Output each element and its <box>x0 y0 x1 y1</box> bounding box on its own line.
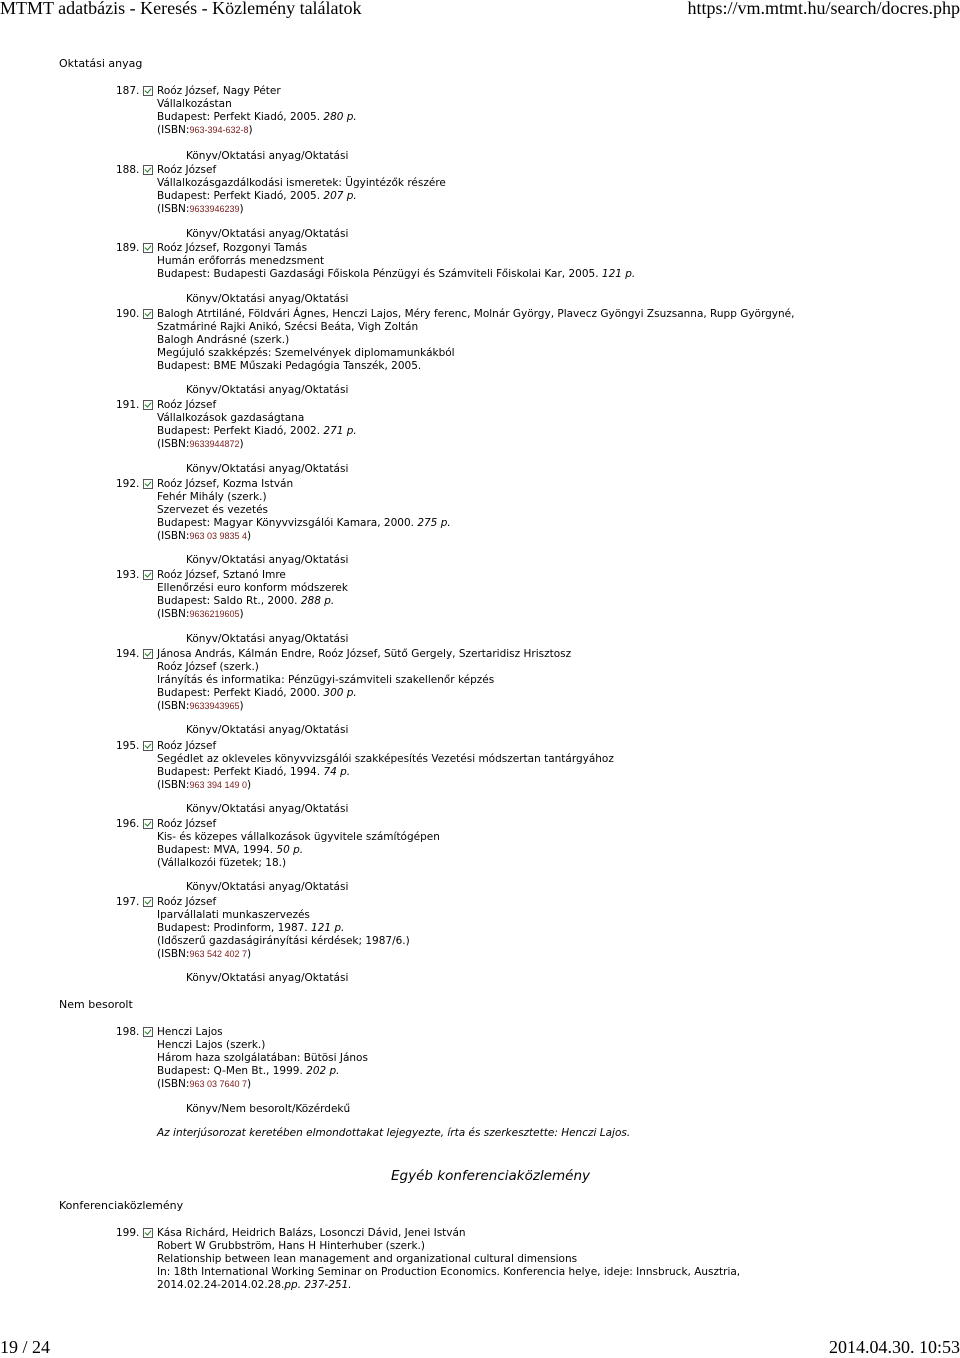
entry-publisher: Budapest: Perfekt Kiadó, 2005. <box>157 189 321 202</box>
entry-number: 192. <box>116 478 140 490</box>
entry-publisher: Budapest: BME Műszaki Pedagógia Tanszék, 2005. <box>157 359 422 372</box>
browser-page-url[interactable]: https://vm.mtmt.hu/search/docres.php <box>687 0 960 18</box>
entry-number: 190. <box>116 308 140 320</box>
entry-authors: Kása Richárd, Heidrich Balázs, Losonczi Dávid, Jenei István <box>157 1227 466 1239</box>
entry-pages: 74 p. <box>323 765 351 778</box>
entry-authors: Roóz József <box>157 740 217 752</box>
entry-authors: Roóz József <box>157 399 217 411</box>
entry-category: Könyv/Oktatási anyag/Oktatási <box>186 724 349 736</box>
entry-pages: 280 p. <box>323 110 357 123</box>
entry-title: Segédlet az okleveles könyvvizsgálói szakképesítés Vezetési módszertan tantárgyához <box>157 752 614 765</box>
checkbox[interactable] <box>143 897 153 907</box>
isbn-link[interactable]: 963-394-632-8 <box>189 124 249 135</box>
entry-publisher: Budapest: Perfekt Kiadó, 2000. <box>157 686 321 699</box>
entry-authors: Roóz József <box>157 896 217 908</box>
section-label-konferencia: Konferenciaközlemény <box>59 1199 184 1212</box>
checkbox[interactable] <box>143 819 153 829</box>
entry-category: Könyv/Oktatási anyag/Oktatási <box>186 803 349 815</box>
entry-number: 196. <box>116 818 140 830</box>
entry-publisher: Budapest: Perfekt Kiadó, 2002. <box>157 424 321 437</box>
entry-number: 191. <box>116 399 140 411</box>
checkbox[interactable] <box>143 741 153 751</box>
entry-publisher: Budapest: Prodinform, 1987. <box>157 921 308 934</box>
entry-pages: 121 p. <box>601 267 636 280</box>
isbn-link[interactable]: 9633946239 <box>189 203 240 214</box>
isbn-link[interactable]: 963 394 149 0 <box>189 779 248 790</box>
entry-title: Vállalkozástan <box>157 97 232 110</box>
entry-authors: Balogh Atrtiláné, Földvári Ágnes, Henczi Lajos, Méry ferenc, Molnár György, Plavecz Gyöngyi Zsuzsanna, Rupp Györgyné, <box>157 308 795 320</box>
entry-title: Szervezet és vezetés <box>157 503 269 516</box>
checkbox[interactable] <box>143 165 153 175</box>
entry-editor: Henczi Lajos (szerk.) <box>157 1038 266 1051</box>
isbn-link[interactable]: 963 03 7640 7 <box>189 1078 248 1089</box>
entry-pages: 275 p. <box>417 516 451 529</box>
entry-number: 199. <box>116 1227 140 1239</box>
entry-title: Ellenőrzési euro konform módszerek <box>157 581 348 594</box>
entry-number: 194. <box>116 648 140 660</box>
page-counter: 19 / 24 <box>0 1337 51 1357</box>
isbn-link[interactable]: 963 03 9835 4 <box>189 530 248 541</box>
checkbox[interactable] <box>143 479 153 489</box>
entry-category: Könyv/Nem besorolt/Közérdekű <box>186 1103 351 1115</box>
entry-title: Kis- és közepes vállalkozások ügyvitele számítógépen <box>157 830 440 843</box>
entry-category: Könyv/Oktatási anyag/Oktatási <box>186 554 349 566</box>
entry-authors: Henczi Lajos <box>157 1026 223 1038</box>
entry-pages: 207 p. <box>323 189 357 202</box>
entry-pages: 300 p. <box>323 686 357 699</box>
entry-authors: Roóz József, Rozgonyi Tamás <box>157 242 308 254</box>
print-datetime: 2014.04.30. 10:53 <box>828 1337 960 1357</box>
entry-editor: Balogh Andrásné (szerk.) <box>157 333 290 346</box>
entry-number: 189. <box>116 242 140 254</box>
entry-publisher: Budapest: Saldo Rt., 2000. <box>157 594 298 607</box>
entry-pages: 271 p. <box>323 424 357 437</box>
entry-authors: Roóz József, Kozma István <box>157 478 294 490</box>
entry-number: 198. <box>116 1026 140 1038</box>
section-heading-egyeb: Egyéb konferenciaközlemény <box>391 1168 591 1184</box>
entry-category: Könyv/Oktatási anyag/Oktatási <box>186 384 349 396</box>
entry-publisher: Budapest: Perfekt Kiadó, 1994. <box>157 765 321 778</box>
entry-number: 197. <box>116 896 140 908</box>
entry-title: Megújuló szakképzés: Szemelvények diplomamunkákból <box>157 346 455 359</box>
entry-title: Vállalkozásgazdálkodási ismeretek: Ügyintézők részére <box>157 176 446 189</box>
entry-authors-continued: Szatmáriné Rajki Anikó, Szécsi Beáta, Vigh Zoltán <box>157 320 419 333</box>
isbn-link[interactable]: 963 542 402 7 <box>189 948 248 959</box>
entry-pages: pp. 237-251. <box>284 1278 352 1291</box>
entry-pages: 288 p. <box>300 594 335 607</box>
entry-number: 193. <box>116 569 140 581</box>
entry-number: 195. <box>116 740 140 752</box>
entry-category: Könyv/Oktatási anyag/Oktatási <box>186 633 349 645</box>
entry-number: 188. <box>116 164 140 176</box>
entry-conference: In: 18th International Working Seminar on Production Economics. Konferencia helye, ideje: Innsbruck, Ausztria, <box>157 1265 741 1278</box>
checkbox[interactable] <box>143 309 153 319</box>
entry-publisher: Budapest: Budapesti Gazdasági Főiskola Pénzügyi és Számviteli Főiskolai Kar, 2005. <box>157 267 599 280</box>
entry-category: Könyv/Oktatási anyag/Oktatási <box>186 293 349 305</box>
entry-series: (Vállalkozói füzetek; 18.) <box>157 856 287 869</box>
entry-pages: 50 p. <box>276 843 304 856</box>
checkbox[interactable] <box>143 86 153 96</box>
checkbox[interactable] <box>143 1027 153 1037</box>
entry-pages: 202 p. <box>306 1064 340 1077</box>
entry-editor: Roóz József (szerk.) <box>157 660 259 673</box>
entry-publisher: Budapest: Magyar Könyvvizsgálói Kamara, 2000. <box>157 516 414 529</box>
entry-authors: Roóz József <box>157 818 217 830</box>
entry-title: Irányítás és informatika: Pénzügyi-számviteli szakellenőr képzés <box>157 673 495 686</box>
entry-publisher: Budapest: MVA, 1994. <box>157 843 274 856</box>
checkbox[interactable] <box>143 400 153 410</box>
checkbox[interactable] <box>143 649 153 659</box>
checkbox[interactable] <box>143 243 153 253</box>
entry-authors: Jánosa András, Kálmán Endre, Roóz József, Sütő Gergely, Szertaridisz Hrisztosz <box>157 648 572 660</box>
entry-title: Relationship between lean management and organizational cultural dimensions <box>157 1252 578 1265</box>
checkbox[interactable] <box>143 570 153 580</box>
entry-publisher: Budapest: Perfekt Kiadó, 2005. <box>157 110 321 123</box>
section-label-nem-besorolt: Nem besorolt <box>59 998 133 1011</box>
entry-authors: Roóz József <box>157 164 217 176</box>
entry-title: Vállalkozások gazdaságtana <box>157 411 305 424</box>
entry-category: Könyv/Oktatási anyag/Oktatási <box>186 228 349 240</box>
entry-title: Iparvállalati munkaszervezés <box>157 908 310 921</box>
section-label-oktatasi: Oktatási anyag <box>59 57 143 70</box>
entry-editor: Robert W Grubbström, Hans H Hinterhuber (szerk.) <box>157 1239 425 1252</box>
entry-series: (Időszerű gazdaságirányítási kérdések; 1987/6.) <box>157 934 410 947</box>
browser-page-title: MTMT adatbázis - Keresés - Közlemény találatok <box>0 0 362 18</box>
entry-authors: Roóz József, Nagy Péter <box>157 85 281 97</box>
entry-pages: 121 p. <box>311 921 345 934</box>
entry-category: Könyv/Oktatási anyag/Oktatási <box>186 972 349 984</box>
checkbox[interactable] <box>143 1228 153 1238</box>
entry-note: Az interjúsorozat keretében elmondottakat lejegyezte, írta és szerkesztette: Henczi Lajos. <box>157 1127 631 1139</box>
entry-number: 187. <box>116 85 140 97</box>
entry-publisher: Budapest: Q-Men Bt., 1999. <box>157 1064 303 1077</box>
entry-category: Könyv/Oktatási anyag/Oktatási <box>186 463 349 475</box>
entry-title: Humán erőforrás menedzsment <box>157 254 325 267</box>
entry-category: Könyv/Oktatási anyag/Oktatási <box>186 150 349 162</box>
entry-editor: Fehér Mihály (szerk.) <box>157 490 267 503</box>
entry-title: Három haza szolgálatában: Bütösi János <box>157 1051 368 1064</box>
isbn-link[interactable]: 9633943965 <box>189 700 240 711</box>
isbn-link[interactable]: 9633944872 <box>189 438 240 449</box>
entry-dates: 2014.02.24-2014.02.28. <box>157 1278 285 1291</box>
entry-category: Könyv/Oktatási anyag/Oktatási <box>186 881 349 893</box>
entry-authors: Roóz József, Sztanó Imre <box>157 569 286 581</box>
isbn-link[interactable]: 9636219605 <box>189 608 240 619</box>
